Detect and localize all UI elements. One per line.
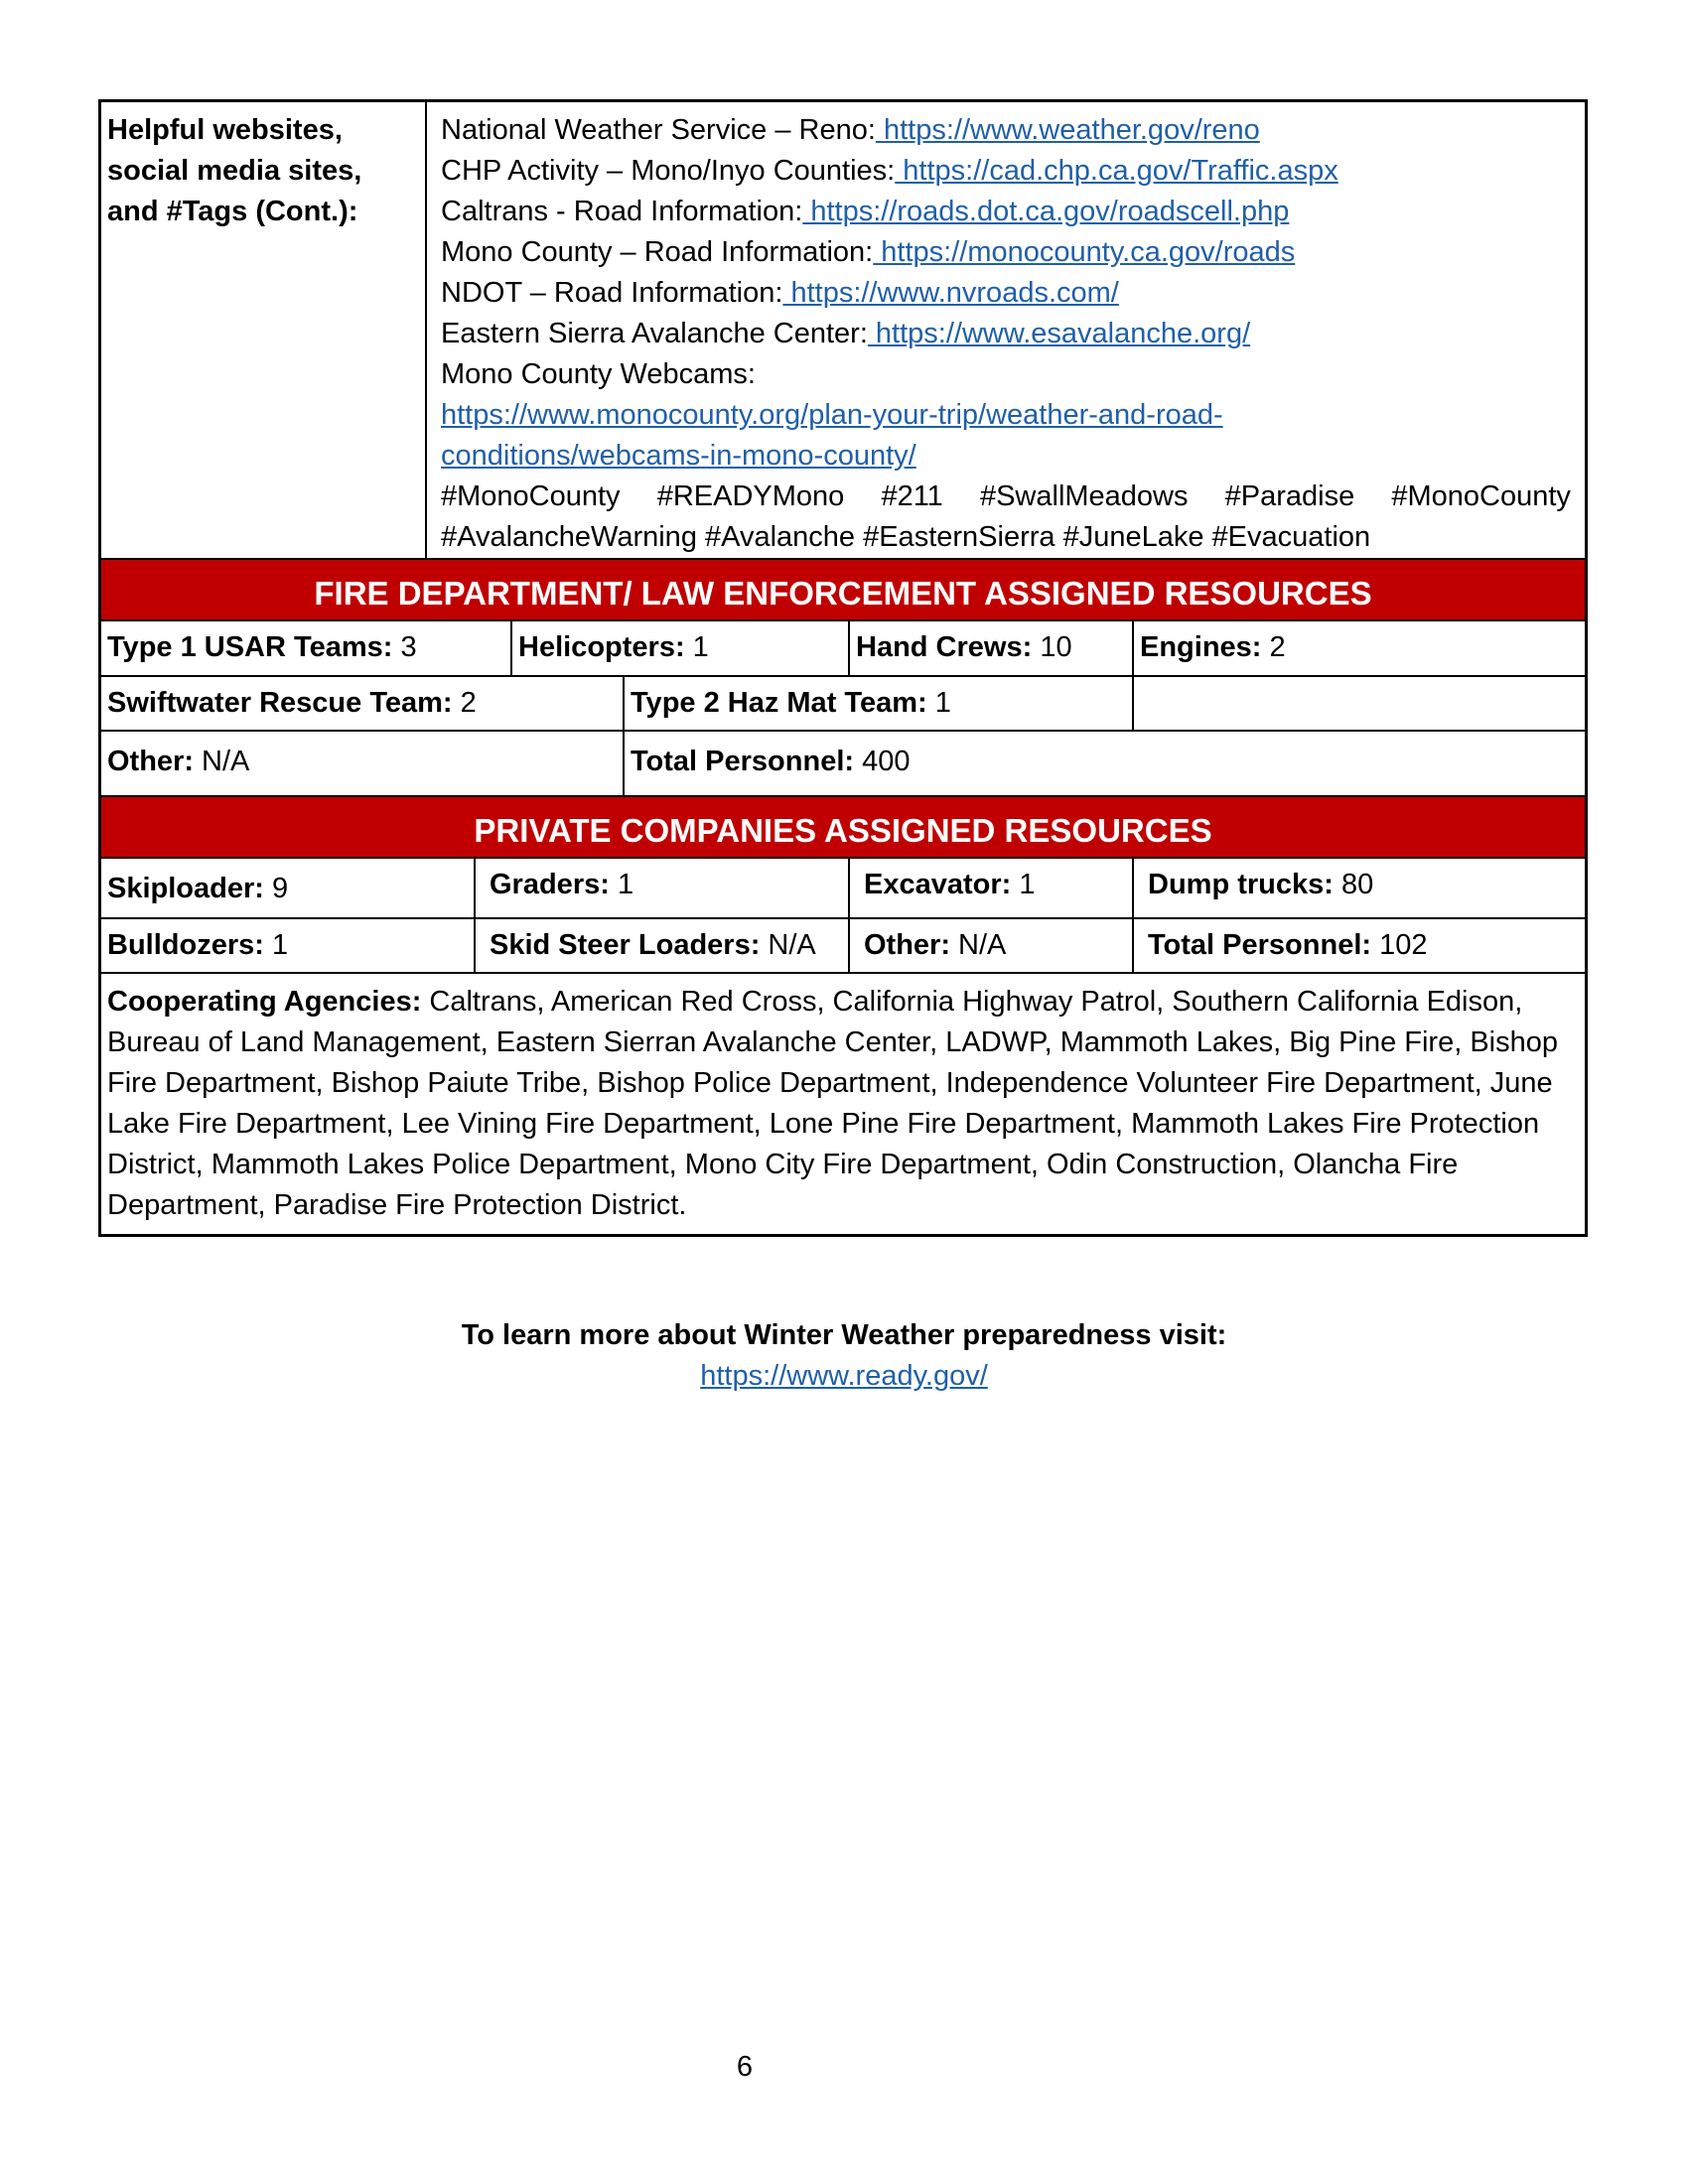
website-line	[441, 151, 1571, 192]
hand-crews-cell	[848, 621, 1132, 675]
fire-law-banner-row	[101, 558, 1585, 619]
cooperating-label: Cooperating Agencies:	[107, 986, 422, 1018]
hashtags-line-1	[441, 477, 1571, 517]
private-banner-row	[101, 795, 1585, 857]
ready-gov-link[interactable]: https://www.ready.gov/	[700, 1360, 988, 1392]
hashtag: #Paradise	[1224, 480, 1355, 512]
hashtag: #SwallMeadows	[979, 480, 1189, 512]
website-label: Eastern Sierra Avalanche Center:	[441, 318, 868, 349]
website-line	[441, 314, 1571, 354]
excavator-value: 1	[1011, 869, 1036, 900]
hashtag: #READYMono	[656, 480, 845, 512]
private-banner: PRIVATE COMPANIES ASSIGNED RESOURCES	[101, 797, 1585, 857]
page-number: 6	[736, 2051, 754, 2083]
website-label: NDOT – Road Information:	[441, 277, 783, 309]
fire-other-value: N/A	[194, 746, 250, 777]
graders-cell	[474, 859, 848, 917]
dump-trucks-cell	[1132, 859, 1585, 917]
engines-cell	[1132, 621, 1585, 675]
excavator-cell	[848, 859, 1132, 917]
fire-other-label: Other:	[107, 746, 194, 777]
cooperating-agencies	[101, 974, 1585, 1234]
hashtags-line-2: #AvalancheWarning #Avalanche #EasternSierra #JuneLake #Evacuation	[441, 521, 1371, 553]
skid-steer-cell	[474, 919, 848, 972]
fire-total-value: 400	[854, 746, 911, 777]
engines-value: 2	[1261, 631, 1286, 663]
hashtag: #MonoCounty	[441, 480, 621, 512]
webcams-label: Mono County Webcams:	[441, 358, 756, 390]
private-other-value: N/A	[950, 929, 1007, 961]
website-line	[441, 232, 1571, 273]
esavalanche-link[interactable]: https://www.esavalanche.org/	[867, 318, 1251, 349]
bulldozers-value: 1	[263, 929, 289, 961]
skiploader-value: 9	[263, 873, 289, 904]
cooperating-row	[101, 972, 1585, 1234]
websites-heading: Helpful websites, social media sites, and #Tags (Cont.):	[107, 114, 362, 227]
swiftwater-cell	[101, 677, 623, 730]
chp-traffic-link[interactable]: https://cad.chp.ca.gov/Traffic.aspx	[895, 155, 1338, 187]
hand-crews-label: Hand Crews:	[856, 631, 1033, 663]
resources-table	[98, 99, 1588, 1237]
skid-steer-label: Skid Steer Loaders:	[490, 929, 761, 961]
webcams-link-line-1[interactable]: https://www.monocounty.org/plan-your-trip/weather-and-road-	[441, 399, 1223, 431]
dump-trucks-label: Dump trucks:	[1148, 869, 1334, 900]
website-line	[441, 110, 1571, 151]
dump-trucks-value: 80	[1333, 869, 1374, 900]
fire-law-row-3	[101, 730, 1585, 795]
mono-roads-link[interactable]: https://monocounty.ca.gov/roads	[873, 236, 1296, 268]
usar-label: Type 1 USAR Teams:	[107, 631, 393, 663]
weather-gov-link[interactable]: https://www.weather.gov/reno	[875, 114, 1260, 146]
website-line	[441, 273, 1571, 314]
website-label: Mono County – Road Information:	[441, 236, 874, 268]
private-total-value: 102	[1371, 929, 1428, 961]
websites-row	[101, 102, 1585, 558]
usar-teams-cell	[101, 621, 510, 675]
caltrans-roads-link[interactable]: https://roads.dot.ca.gov/roadscell.php	[802, 196, 1290, 227]
preparedness-link-line	[0, 1356, 1688, 1397]
hashtag: #211	[881, 480, 943, 512]
bulldozers-cell	[101, 919, 474, 972]
helicopters-value: 1	[684, 631, 709, 663]
fire-law-row-2	[101, 675, 1585, 730]
preparedness-note: To learn more about Winter Weather preparedness visit:	[461, 1319, 1227, 1351]
engines-label: Engines:	[1140, 631, 1262, 663]
bulldozers-label: Bulldozers:	[107, 929, 264, 961]
cooperating-text: Caltrans, American Red Cross, California Highway Patrol, Southern California Edison, Bureau of Land Management, Eastern Sierran Avalanche Center, LADWP, Mammoth Lakes, Big Pine Fire, Bishop Fire Department, Bishop Paiute Tribe, Bishop Police Department, Independence Volunteer Fire Department, June Lake Fire Department, Lee Vining Fire Department, Lone Pine Fire Department, Mammoth Lakes Fire Protection District, Mammoth Lakes Police Department, Mono City Fire Department, Odin Construction, Olancha Fire Department, Paradise Fire Protection District.	[107, 986, 1559, 1221]
website-label: CHP Activity – Mono/Inyo Counties:	[441, 155, 896, 187]
graders-value: 1	[609, 869, 634, 900]
graders-label: Graders:	[490, 869, 610, 900]
skiploader-label: Skiploader:	[107, 873, 264, 904]
usar-value: 3	[392, 631, 417, 663]
website-label: Caltrans - Road Information:	[441, 196, 803, 227]
skid-steer-value: N/A	[760, 929, 816, 961]
websites-list	[425, 102, 1585, 558]
private-total-cell	[1132, 919, 1585, 972]
excavator-label: Excavator:	[864, 869, 1012, 900]
webcams-link-line-2[interactable]: conditions/webcams-in-mono-county/	[441, 440, 916, 472]
helicopters-label: Helicopters:	[518, 631, 685, 663]
helicopters-cell	[510, 621, 848, 675]
swiftwater-value: 2	[452, 687, 477, 719]
private-row-1	[101, 857, 1585, 917]
fire-law-banner: FIRE DEPARTMENT/ LAW ENFORCEMENT ASSIGNED RESOURCES	[101, 560, 1585, 619]
private-total-label: Total Personnel:	[1148, 929, 1372, 961]
swiftwater-label: Swiftwater Rescue Team:	[107, 687, 453, 719]
fire-other-cell	[101, 732, 623, 795]
hazmat-cell	[623, 677, 1132, 730]
hashtag: #MonoCounty	[1391, 480, 1571, 512]
fire-total-label: Total Personnel:	[631, 746, 855, 777]
hazmat-value: 1	[926, 687, 951, 719]
private-other-label: Other:	[864, 929, 950, 961]
website-label: National Weather Service – Reno:	[441, 114, 876, 146]
fire-law-row-1	[101, 619, 1585, 675]
empty-cell	[1132, 677, 1585, 730]
nvroads-link[interactable]: https://www.nvroads.com/	[782, 277, 1119, 309]
private-row-2	[101, 917, 1585, 972]
skiploader-cell	[101, 859, 474, 917]
hand-crews-value: 10	[1032, 631, 1072, 663]
website-line	[441, 192, 1571, 232]
private-other-cell	[848, 919, 1132, 972]
hazmat-label: Type 2 Haz Mat Team:	[631, 687, 927, 719]
fire-total-cell	[623, 732, 1585, 795]
